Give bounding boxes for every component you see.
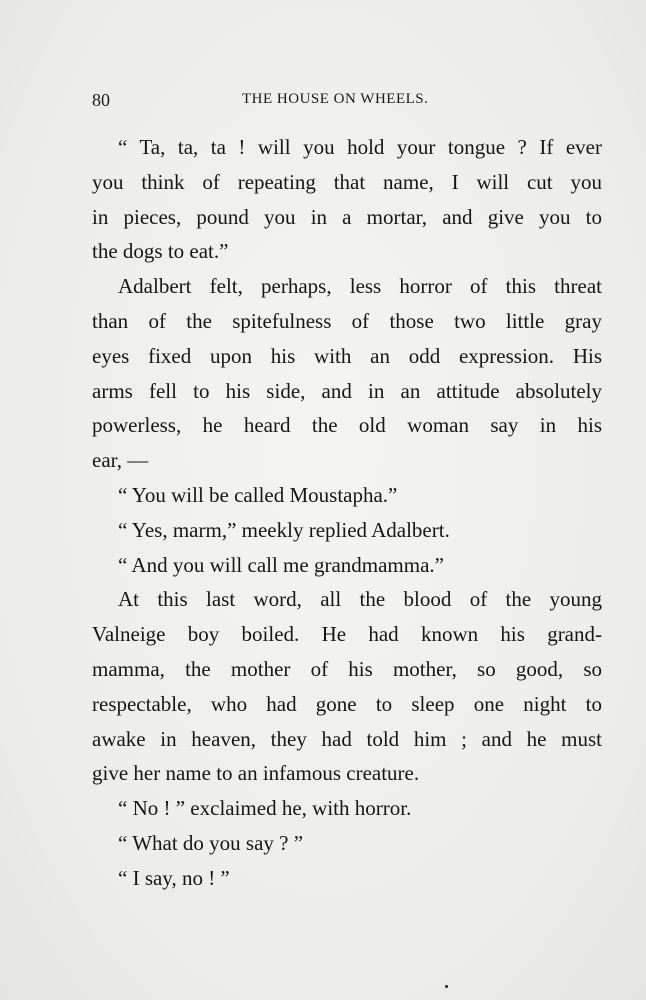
- text-line: “ You will be called Moustapha.”: [118, 482, 398, 507]
- text-line: “ What do you say ? ”: [118, 830, 304, 855]
- text-line: you think of repeating that name, I will cut you: [92, 169, 602, 194]
- print-speck: [445, 985, 448, 988]
- text-line: “ And you will call me grandmamma.”: [118, 552, 444, 577]
- text-line: “ Ta, ta, ta ! will you hold your tongue ? If ever: [118, 135, 602, 159]
- text-line: than of the spitefulness of those two little gray: [92, 308, 602, 333]
- text-line: ear, —: [92, 448, 149, 473]
- running-title: THE HOUSE ON WHEELS.: [242, 91, 429, 107]
- text-line: At this last word, all the blood of the young: [118, 587, 602, 612]
- text-line: the dogs to eat.”: [92, 239, 229, 264]
- text-line: “ I say, no ! ”: [118, 865, 230, 890]
- text-line: respectable, who had gone to sleep one night to: [92, 691, 602, 716]
- text-line: Adalbert felt, perhaps, less horror of this threat: [118, 274, 602, 299]
- text-line: mamma, the mother of his mother, so good, so: [92, 656, 602, 681]
- running-head: [92, 90, 602, 114]
- text-line: “ No ! ” exclaimed he, with horror.: [118, 796, 412, 821]
- text-line: “ Yes, marm,” meekly replied Adalbert.: [118, 517, 450, 542]
- text-line: Valneige boy boiled. He had known his grand-: [92, 622, 602, 647]
- text-line: give her name to an infamous creature.: [92, 761, 420, 786]
- text-line: arms fell to his side, and in an attitude absolutely: [92, 378, 602, 403]
- text-line: eyes fixed upon his with an odd expression. His: [92, 343, 602, 368]
- text-line: awake in heaven, they had told him ; and he must: [92, 726, 602, 751]
- page-number: 80: [92, 90, 110, 110]
- text-line: in pieces, pound you in a mortar, and give you to: [92, 204, 602, 229]
- text-line: powerless, he heard the old woman say in his: [92, 413, 602, 438]
- body-text: [92, 130, 602, 896]
